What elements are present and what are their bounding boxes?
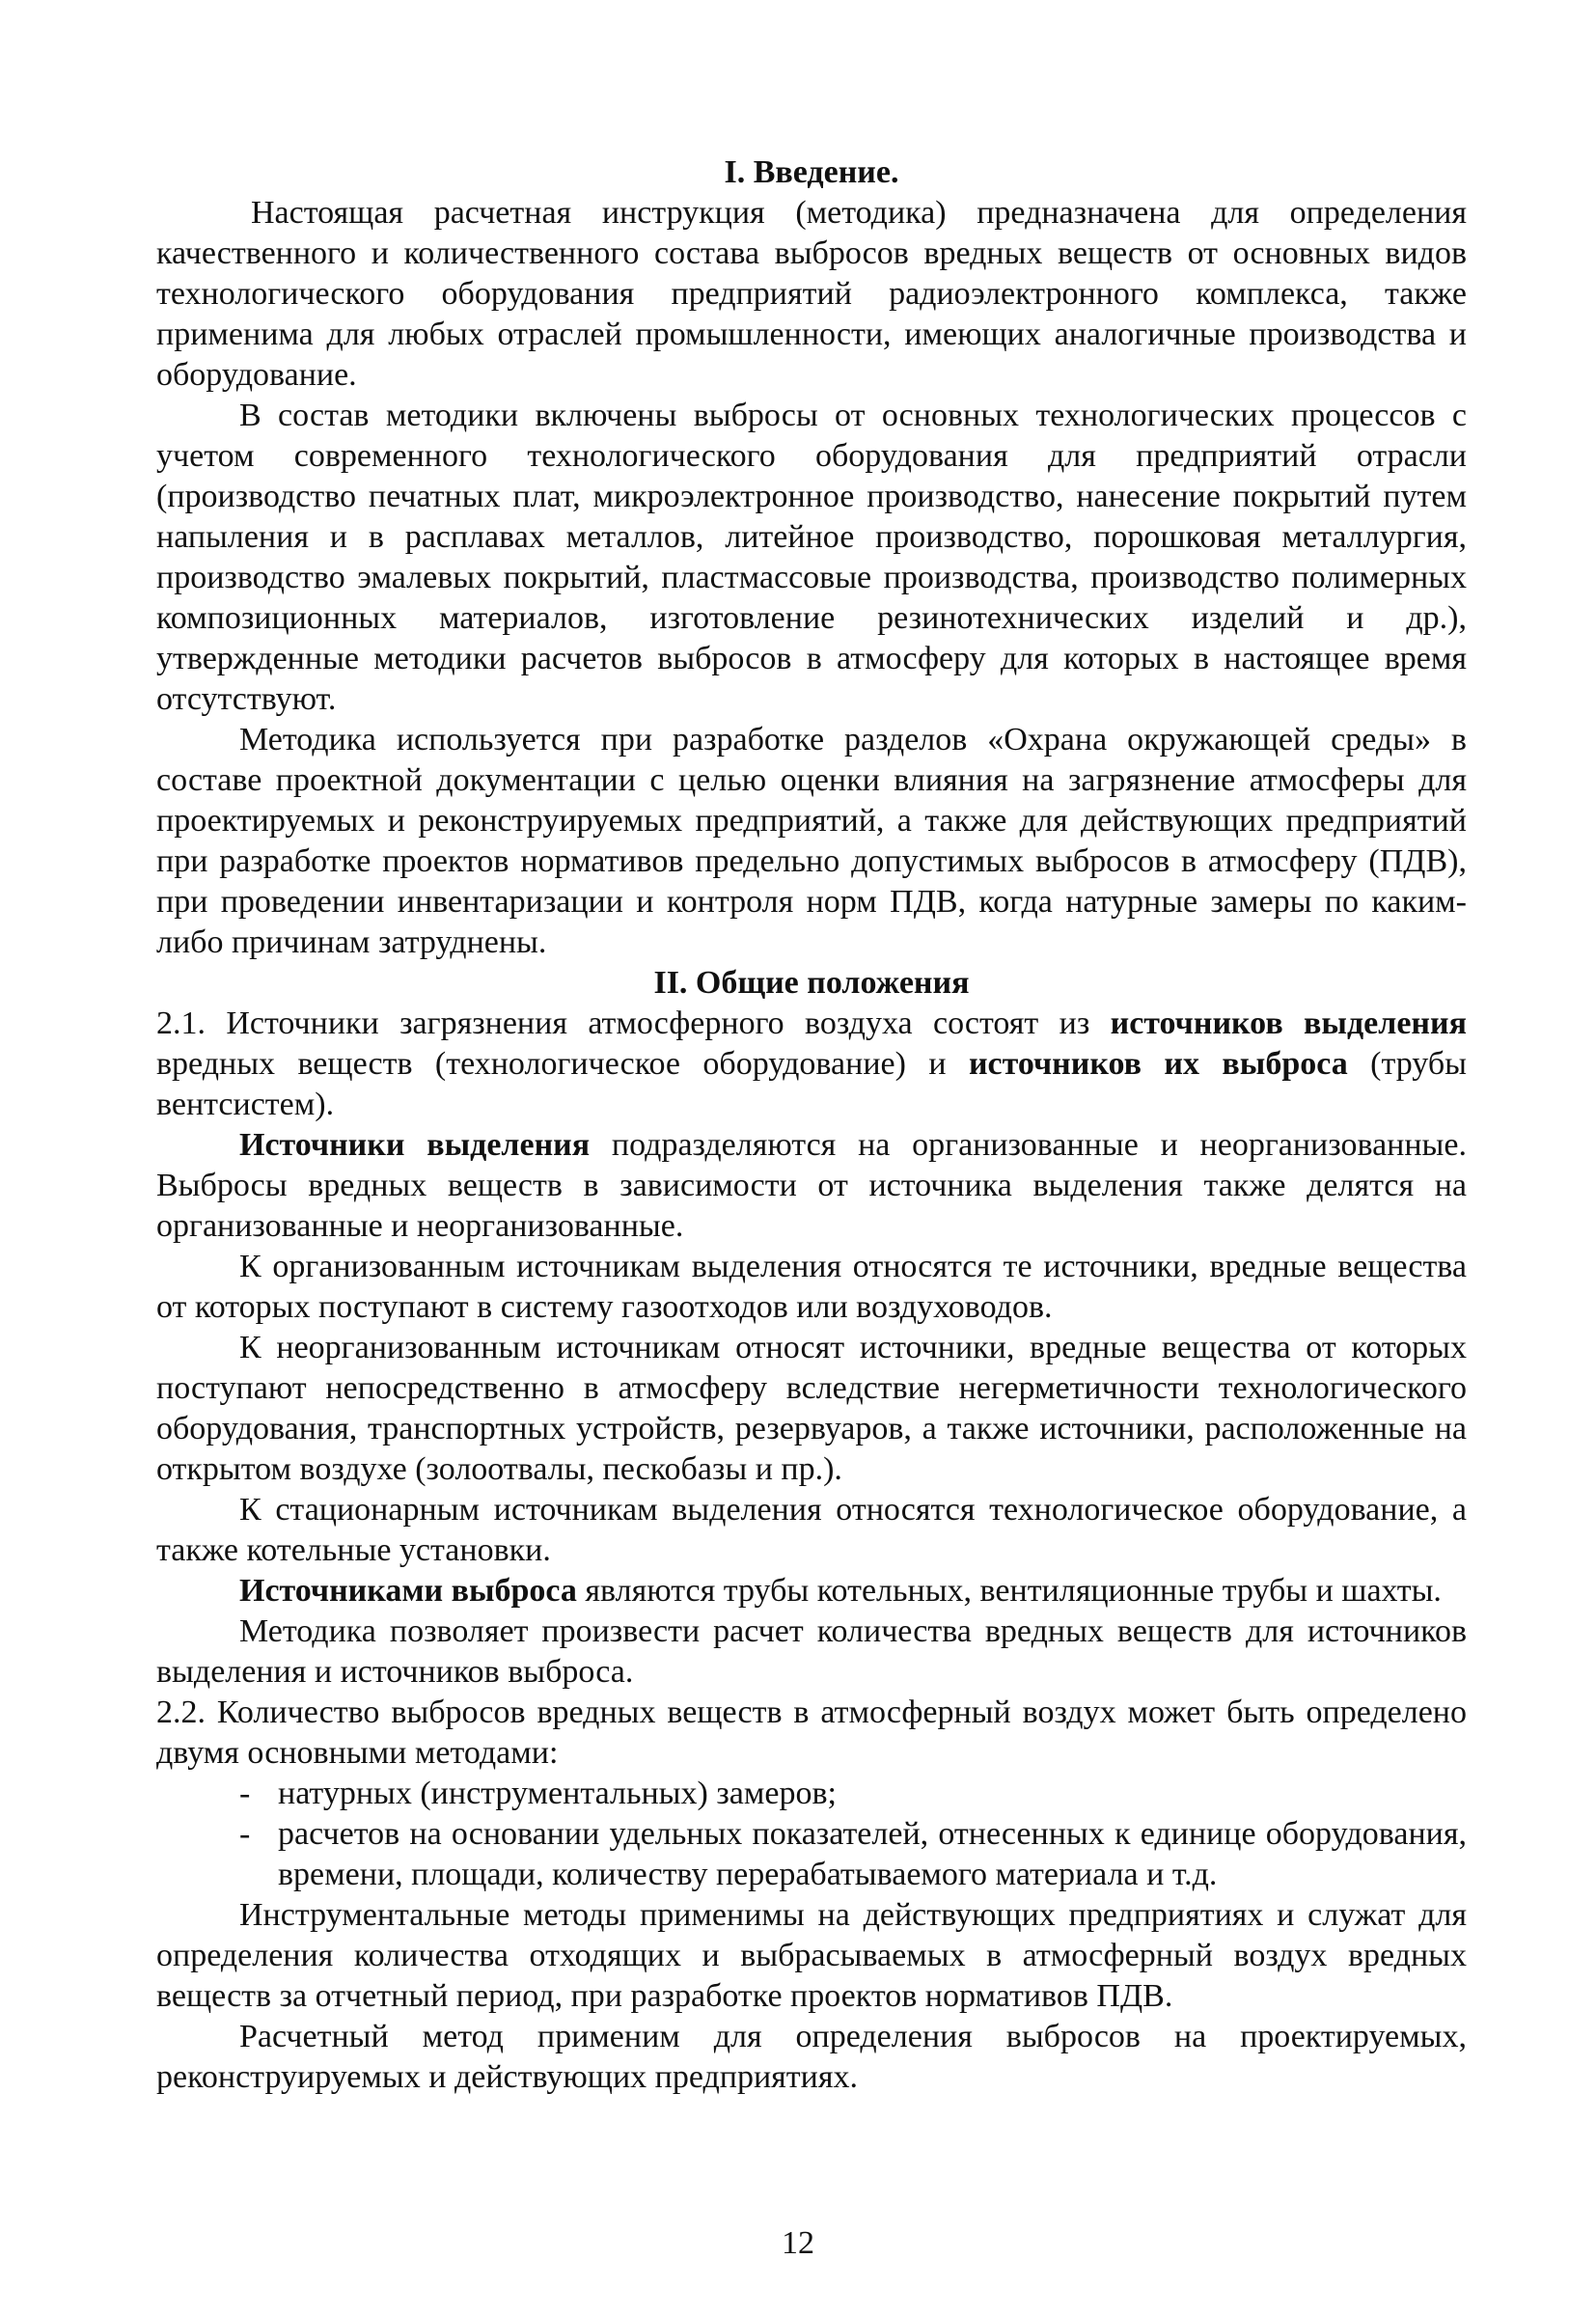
list-item (239, 1774, 1467, 1814)
clause-2-1-bold-emission: источников их выброса (968, 1046, 1348, 1082)
list-item-text: расчетов на основании удельных показателей, отнесенных к единице оборудования, времени, площади, количеству перерабатываемого материала и т.д. (278, 1816, 1467, 1892)
page-number: 12 (782, 2225, 814, 2261)
list-dash: - (239, 1816, 251, 1852)
list-dash: - (239, 1776, 251, 1811)
emission-term: Источниками выброса (239, 1573, 577, 1609)
sources-paragraph (156, 1125, 1467, 1247)
section-1-title: I. Введение. (724, 154, 899, 190)
intro-paragraph-2: В состав методики включены выбросы от основных технологических процессов с учетом современного технологического оборудования для предприятий отрасли (производство печатных плат, микроэлектронное производство, нанесение покрытий путем напыления и в расплавах металлов, литейное производство, порошковая металлургия, производство эмалевых покрытий, пластмассовые производства, производство полимерных композиционных материалов, изготовление резинотехнических изделий и др.), утвержденные методики расчетов выбросов в атмосферу для которых в настоящее время отсутствуют. (156, 398, 1467, 717)
unorganized-paragraph: К неорганизованным источникам относят источники, вредные вещества от которых поступают непосредственно в атмосферу вследствие негерметичности технологического оборудования, транспортных устройств, резервуаров, а также источники, расположенные на открытом воздухе (золоотвалы, пескобазы и пр.). (156, 1330, 1467, 1487)
method-paragraph: Методика позволяет произвести расчет количества вредных веществ для источников выделения и источников выброса. (156, 1613, 1467, 1690)
instrumental-paragraph: Инструментальные методы применимы на действующих предприятиях и служат для определения количества отходящих и выбрасываемых в атмосферный воздух вредных веществ за отчетный период, при разработке проектов нормативов ПДВ. (156, 1897, 1467, 2014)
list-item (239, 1814, 1467, 1895)
section-2-title: II. Общие положения (653, 965, 970, 1001)
methods-list (156, 1774, 1467, 1895)
page-content (156, 152, 1467, 2098)
stationary-paragraph: К стационарным источникам выделения относятся технологическое оборудование, а также котельные установки. (156, 1492, 1467, 1568)
sources-term: Источники выделения (239, 1127, 591, 1163)
organized-paragraph: К организованным источникам выделения относятся те источники, вредные вещества от которых поступают в систему газоотходов или воздуховодов. (156, 1249, 1467, 1325)
clause-2-1-bold-sources: источников выделения (1110, 1005, 1467, 1041)
list-item-text: натурных (инструментальных) замеров; (278, 1776, 837, 1811)
clause-2-1-text-e: (трубы вентсистем). (156, 1046, 1467, 1122)
clause-2-1 (156, 1004, 1467, 1125)
intro-paragraph-1: Настоящая расчетная инструкция (методика) предназначена для определения качественного и количественного состава выбросов вредных веществ от основных видов технологического оборудования предприятий радиоэлектронного комплекса, также применима для любых отраслей промышленности, имеющих аналогичные производства и оборудование. (156, 195, 1467, 393)
calculation-paragraph: Расчетный метод применим для определения выбросов на проектируемых, реконструируемых и действующих предприятиях. (156, 2019, 1467, 2095)
clause-2-1-text-c: вредных веществ (технологическое оборудование) и (156, 1046, 969, 1082)
clause-2-2: 2.2. Количество выбросов вредных веществ в атмосферный воздух может быть определено двумя основными методами: (156, 1694, 1467, 1771)
emission-paragraph (156, 1571, 1467, 1612)
emission-text: являются трубы котельных, вентиляционные трубы и шахты. (576, 1573, 1442, 1609)
sources-text: подразделяются на организованные и неорганизованные. Выбросы вредных веществ в зависимости от источника выделения также делятся на организованные и неорганизованные. (156, 1127, 1467, 1244)
clause-2-1-text-a: 2.1. Источники загрязнения атмосферного воздуха состоят из (156, 1005, 1111, 1041)
intro-paragraph-3: Методика используется при разработке разделов «Охрана окружающей среды» в составе проектной документации с целью оценки влияния на загрязнение атмосферы для проектируемых и реконструируемых предприятий, а также для действующих предприятий при разработке проектов нормативов предельно допустимых выбросов в атмосферу (ПДВ), при проведении инвентаризации и контроля норм ПДВ, когда натурные замеры по каким- либо причинам затруднены. (156, 722, 1467, 960)
